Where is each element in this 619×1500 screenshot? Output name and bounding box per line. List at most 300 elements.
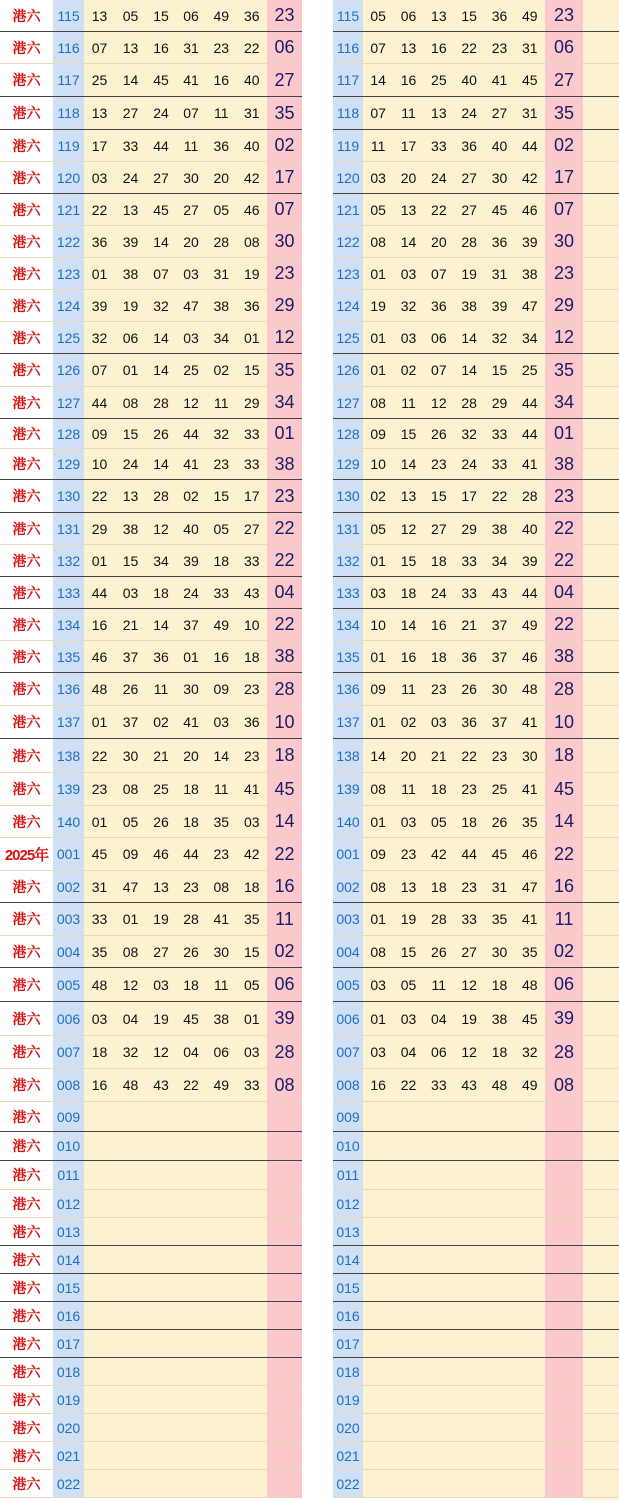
drawn-number: 01 <box>91 813 108 830</box>
sorted-row <box>333 871 619 903</box>
draw-row <box>0 162 302 194</box>
number-pair <box>206 354 268 386</box>
number-pair <box>206 480 268 512</box>
drawn-number: 40 <box>243 72 260 88</box>
special-number: 04 <box>267 577 302 608</box>
sorted-row <box>333 1036 619 1069</box>
issue-number: 128 <box>333 419 363 448</box>
drawn-number: 36 <box>91 233 108 250</box>
special-number: 38 <box>545 449 583 479</box>
special-number: 14 <box>545 806 583 837</box>
number-pair <box>146 1470 207 1497</box>
number-pair <box>146 545 207 576</box>
drawn-number: 25 <box>153 781 169 797</box>
drawn-number: 15 <box>243 362 260 378</box>
sorted-number: 11 <box>401 781 416 797</box>
draw-row <box>0 449 302 480</box>
sorted-numbers <box>363 480 546 512</box>
drawn-number: 19 <box>153 911 169 927</box>
sorted-numbers <box>363 1386 546 1413</box>
sorted-number: 18 <box>400 584 417 601</box>
drawn-number: 20 <box>213 169 230 186</box>
sorted-number: 13 <box>400 201 417 218</box>
drawn-number: 32 <box>91 329 108 346</box>
drawn-number: 32 <box>122 1044 139 1060</box>
drawn-number: 36 <box>243 297 260 314</box>
sorted-number: 34 <box>522 329 538 346</box>
sorted-number: 03 <box>400 329 417 346</box>
sorted-number: 08 <box>370 878 386 895</box>
row-label: 港六 <box>0 258 53 289</box>
sorted-number: 18 <box>431 878 447 895</box>
special-number: 23 <box>267 258 302 289</box>
sorted-number: 45 <box>522 1010 538 1027</box>
sorted-numbers <box>363 1190 546 1217</box>
sorted-row <box>333 1302 619 1330</box>
number-pair <box>84 97 147 129</box>
sorted-number: 11 <box>431 976 447 993</box>
number-pair <box>146 773 207 805</box>
drawn-number: 33 <box>91 911 108 927</box>
sorted-row <box>333 290 619 322</box>
number-pair <box>146 1218 207 1245</box>
sorted-number: 18 <box>431 781 447 797</box>
number-pair <box>146 706 207 738</box>
draw-row <box>0 871 302 903</box>
number-pair <box>146 97 207 129</box>
issue-number: 008 <box>53 1069 84 1101</box>
special-number: 45 <box>267 773 302 805</box>
number-pair <box>84 936 147 967</box>
drawn-number: 17 <box>91 137 108 154</box>
sorted-row <box>333 641 619 673</box>
sorted-number: 03 <box>370 584 386 601</box>
number-pair <box>146 838 207 870</box>
drawn-number: 14 <box>153 329 169 346</box>
draw-row <box>0 32 302 64</box>
drawn-number: 26 <box>122 681 139 697</box>
special-number: 28 <box>267 1036 302 1068</box>
number-pair <box>84 773 147 805</box>
sorted-number: 22 <box>431 201 447 218</box>
drawn-number: 03 <box>91 169 108 186</box>
sorted-row <box>333 513 619 545</box>
drawn-number: 31 <box>243 105 260 121</box>
sorted-number: 48 <box>522 976 538 993</box>
number-pair <box>146 1102 207 1131</box>
drawn-number: 34 <box>153 552 169 569</box>
drawn-number: 05 <box>213 201 230 218</box>
sorted-number: 23 <box>400 846 417 862</box>
sorted-numbers <box>363 641 546 672</box>
sorted-number: 04 <box>431 1010 447 1027</box>
sorted-number: 15 <box>400 552 417 569</box>
drawn-number: 01 <box>91 265 108 282</box>
number-pair <box>84 1218 147 1245</box>
special-number: 22 <box>545 545 583 576</box>
special-number: 35 <box>545 354 583 386</box>
row-label: 港六 <box>0 545 53 576</box>
drawn-number: 35 <box>91 943 108 960</box>
special-number: 45 <box>545 773 583 805</box>
sorted-number: 03 <box>370 169 386 186</box>
sorted-number: 22 <box>461 747 477 764</box>
issue-number: 004 <box>333 936 363 967</box>
number-pair <box>146 1330 207 1357</box>
number-pair <box>146 1036 207 1068</box>
sorted-number: 30 <box>522 747 538 764</box>
drawn-number: 19 <box>122 297 139 314</box>
special-number <box>545 1218 583 1245</box>
number-pair <box>146 1190 207 1217</box>
drawn-number: 06 <box>183 7 199 24</box>
drawn-number: 25 <box>183 362 199 378</box>
number-pair <box>84 1190 147 1217</box>
drawn-number: 01 <box>122 911 139 927</box>
sorted-number: 13 <box>431 7 447 24</box>
issue-number: 019 <box>333 1386 363 1413</box>
sorted-number: 46 <box>522 648 538 665</box>
issue-number: 117 <box>333 64 363 96</box>
number-pair <box>146 1161 207 1189</box>
drawn-number: 03 <box>153 976 169 993</box>
draw-row <box>0 936 302 968</box>
row-label: 港六 <box>0 1102 53 1131</box>
special-number: 02 <box>545 936 583 967</box>
drawn-number: 16 <box>91 616 108 633</box>
sorted-number: 27 <box>431 520 447 537</box>
sorted-number: 38 <box>491 1010 508 1027</box>
sorted-row <box>333 1246 619 1274</box>
special-number: 02 <box>545 130 583 161</box>
issue-number: 135 <box>53 641 84 672</box>
sorted-number: 48 <box>491 1077 508 1093</box>
sorted-number: 19 <box>370 297 386 314</box>
drawn-number: 08 <box>213 878 230 895</box>
issue-number: 008 <box>333 1069 363 1101</box>
number-pair <box>206 32 268 63</box>
number-pair <box>84 449 147 479</box>
number-pair <box>84 0 147 31</box>
number-pair <box>84 387 147 418</box>
drawn-number: 16 <box>153 39 169 56</box>
drawn-number: 07 <box>153 265 169 282</box>
sorted-number: 13 <box>431 105 447 121</box>
number-pair <box>146 1246 207 1273</box>
drawn-number: 33 <box>243 1077 260 1093</box>
special-number <box>267 1302 302 1329</box>
sorted-number: 23 <box>431 681 447 697</box>
issue-number: 019 <box>53 1386 84 1413</box>
row-label: 港六 <box>0 1002 53 1035</box>
sorted-number: 15 <box>461 7 477 24</box>
number-pair <box>206 641 268 672</box>
drawn-number: 09 <box>122 846 139 862</box>
sorted-number: 03 <box>400 1010 417 1027</box>
sorted-numbers <box>363 1002 546 1035</box>
draw-row <box>0 773 302 806</box>
row-label: 港六 <box>0 936 53 967</box>
special-number: 11 <box>545 903 583 935</box>
special-number <box>545 1274 583 1301</box>
issue-number: 123 <box>333 258 363 289</box>
sorted-number: 07 <box>431 362 447 378</box>
drawn-number: 30 <box>183 681 199 697</box>
drawn-number: 43 <box>243 584 260 601</box>
draw-row <box>0 97 302 130</box>
special-number: 35 <box>267 97 302 129</box>
sorted-number: 18 <box>431 552 447 569</box>
sorted-number: 11 <box>370 137 386 154</box>
sorted-number: 14 <box>461 362 477 378</box>
sorted-row <box>333 1190 619 1218</box>
drawn-number: 07 <box>91 39 108 56</box>
sorted-number: 01 <box>370 813 386 830</box>
drawn-number: 03 <box>213 714 230 730</box>
number-pair <box>84 1442 147 1469</box>
drawn-number: 15 <box>122 552 139 569</box>
drawn-number: 03 <box>183 265 199 282</box>
issue-number: 121 <box>53 194 84 225</box>
special-number <box>545 1190 583 1217</box>
sorted-number: 18 <box>431 648 447 665</box>
sorted-number: 12 <box>461 976 477 993</box>
draw-row <box>0 1274 302 1302</box>
draw-row <box>0 130 302 162</box>
sorted-row <box>333 1002 619 1036</box>
sorted-number: 30 <box>491 943 508 960</box>
drawn-number: 44 <box>91 584 108 601</box>
sorted-number: 27 <box>461 201 477 218</box>
number-pair <box>206 1161 268 1189</box>
number-pair <box>84 64 147 96</box>
number-pair <box>206 226 268 257</box>
number-pair <box>206 1442 268 1469</box>
drawn-number: 47 <box>183 297 199 314</box>
number-pair <box>84 194 147 225</box>
sorted-number: 01 <box>370 714 386 730</box>
issue-number: 138 <box>333 739 363 772</box>
number-pair <box>206 936 268 967</box>
drawn-number: 11 <box>213 781 229 797</box>
sorted-numbers <box>363 1132 546 1160</box>
number-pair <box>146 258 207 289</box>
sorted-number: 25 <box>522 362 538 378</box>
sorted-numbers <box>363 0 546 31</box>
number-pair <box>206 1470 268 1497</box>
sorted-row <box>333 0 619 32</box>
draw-row <box>0 706 302 739</box>
sorted-number: 32 <box>461 425 477 442</box>
drawn-number: 36 <box>243 714 260 730</box>
issue-number: 006 <box>333 1002 363 1035</box>
drawn-number: 28 <box>153 488 169 504</box>
row-label: 港六 <box>0 903 53 935</box>
drawn-number: 13 <box>91 105 108 121</box>
sorted-numbers <box>363 773 546 805</box>
sorted-number: 16 <box>400 648 417 665</box>
drawn-number: 10 <box>91 456 108 472</box>
special-number <box>267 1386 302 1413</box>
issue-number: 139 <box>53 773 84 805</box>
sorted-numbers <box>363 513 546 544</box>
issue-number: 122 <box>333 226 363 257</box>
number-pair <box>84 838 147 870</box>
number-pair <box>146 641 207 672</box>
sorted-row <box>333 936 619 968</box>
sorted-number: 13 <box>400 488 417 504</box>
row-label: 港六 <box>0 32 53 63</box>
sorted-number: 47 <box>522 297 538 314</box>
drawn-number: 06 <box>122 329 139 346</box>
sorted-number: 07 <box>370 39 386 56</box>
drawn-number: 11 <box>213 976 229 993</box>
sorted-number: 38 <box>522 265 538 282</box>
sorted-number: 28 <box>461 233 477 250</box>
sorted-number: 44 <box>522 137 538 154</box>
sorted-number: 29 <box>491 394 508 411</box>
sorted-number: 22 <box>400 1077 417 1093</box>
drawn-number: 49 <box>213 1077 230 1093</box>
sorted-number: 37 <box>491 616 508 633</box>
sorted-number: 05 <box>431 813 447 830</box>
special-number: 39 <box>545 1002 583 1035</box>
sorted-row <box>333 1274 619 1302</box>
number-pair <box>146 673 207 705</box>
sorted-numbers <box>363 968 546 1001</box>
issue-number: 005 <box>333 968 363 1001</box>
sorted-number: 41 <box>522 781 538 797</box>
number-pair <box>206 577 268 608</box>
issue-number: 016 <box>53 1302 84 1329</box>
sorted-row <box>333 1132 619 1161</box>
special-number: 06 <box>267 32 302 63</box>
special-number: 17 <box>545 162 583 193</box>
issue-number: 013 <box>53 1218 84 1245</box>
number-pair <box>146 354 207 386</box>
drawn-number: 23 <box>243 681 260 697</box>
drawn-number: 18 <box>243 648 260 665</box>
draw-row <box>0 903 302 936</box>
draw-row <box>0 0 302 32</box>
sorted-number: 27 <box>491 105 508 121</box>
sorted-numbers <box>363 1036 546 1068</box>
number-pair <box>206 1330 268 1357</box>
special-number <box>545 1161 583 1189</box>
special-number: 22 <box>267 513 302 544</box>
sorted-row <box>333 387 619 419</box>
number-pair <box>84 1414 147 1441</box>
sorted-number: 40 <box>461 72 477 88</box>
row-label: 港六 <box>0 1414 53 1441</box>
drawn-number: 44 <box>153 137 169 154</box>
issue-number: 012 <box>53 1190 84 1217</box>
special-number <box>267 1102 302 1131</box>
number-pair <box>206 1274 268 1301</box>
drawn-number: 45 <box>183 1010 199 1027</box>
number-pair <box>84 480 147 512</box>
special-number: 22 <box>267 545 302 576</box>
sorted-numbers <box>363 449 546 479</box>
draw-row <box>0 1358 302 1386</box>
sorted-number: 44 <box>522 425 538 442</box>
number-pair <box>206 1246 268 1273</box>
drawn-number: 31 <box>213 265 230 282</box>
number-pair <box>146 387 207 418</box>
drawn-number: 27 <box>122 105 139 121</box>
drawn-number: 16 <box>91 1077 108 1093</box>
sorted-number: 10 <box>370 456 386 472</box>
sorted-row <box>333 322 619 354</box>
drawn-number: 16 <box>213 72 230 88</box>
drawn-number: 14 <box>153 362 169 378</box>
number-pair <box>84 739 147 772</box>
draw-row <box>0 1132 302 1161</box>
drawn-number: 45 <box>91 846 108 862</box>
sorted-number: 16 <box>431 39 447 56</box>
issue-number: 013 <box>333 1218 363 1245</box>
drawn-number: 22 <box>91 488 108 504</box>
sorted-number: 23 <box>491 39 508 56</box>
draw-row <box>0 226 302 258</box>
issue-number: 127 <box>333 387 363 418</box>
draw-row <box>0 1302 302 1330</box>
special-number: 22 <box>267 838 302 870</box>
issue-number: 117 <box>53 64 84 96</box>
sorted-row <box>333 673 619 706</box>
sorted-number: 01 <box>370 1010 386 1027</box>
draw-row <box>0 806 302 838</box>
drawn-number: 09 <box>213 681 230 697</box>
sorted-numbers <box>363 545 546 576</box>
drawn-number: 01 <box>243 329 260 346</box>
number-pair <box>206 739 268 772</box>
sorted-numbers <box>363 226 546 257</box>
row-label: 港六 <box>0 387 53 418</box>
drawn-number: 33 <box>243 552 260 569</box>
special-number <box>267 1132 302 1160</box>
issue-number: 002 <box>333 871 363 902</box>
drawn-number: 24 <box>122 456 139 472</box>
number-pair <box>84 545 147 576</box>
drawn-number: 27 <box>153 169 169 186</box>
sorted-number: 12 <box>431 394 447 411</box>
number-pair <box>84 673 147 705</box>
special-number: 23 <box>267 480 302 512</box>
draw-row <box>0 1386 302 1414</box>
special-number: 06 <box>545 968 583 1001</box>
number-pair <box>206 1302 268 1329</box>
sorted-number: 12 <box>400 520 417 537</box>
drawn-number: 33 <box>122 137 139 154</box>
special-number: 18 <box>545 739 583 772</box>
sorted-number: 28 <box>431 911 447 927</box>
issue-number: 014 <box>333 1246 363 1273</box>
special-number: 22 <box>545 513 583 544</box>
issue-number: 124 <box>53 290 84 321</box>
sorted-number: 46 <box>522 201 538 218</box>
number-pair <box>206 806 268 837</box>
sorted-number: 14 <box>400 456 417 472</box>
row-label: 港六 <box>0 449 53 479</box>
drawn-number: 14 <box>153 456 169 472</box>
sorted-numbers <box>363 1161 546 1189</box>
sorted-number: 14 <box>400 233 417 250</box>
sorted-numbers <box>363 1302 546 1329</box>
sorted-number: 16 <box>431 616 447 633</box>
drawn-number: 12 <box>153 520 169 537</box>
number-pair <box>146 64 207 96</box>
